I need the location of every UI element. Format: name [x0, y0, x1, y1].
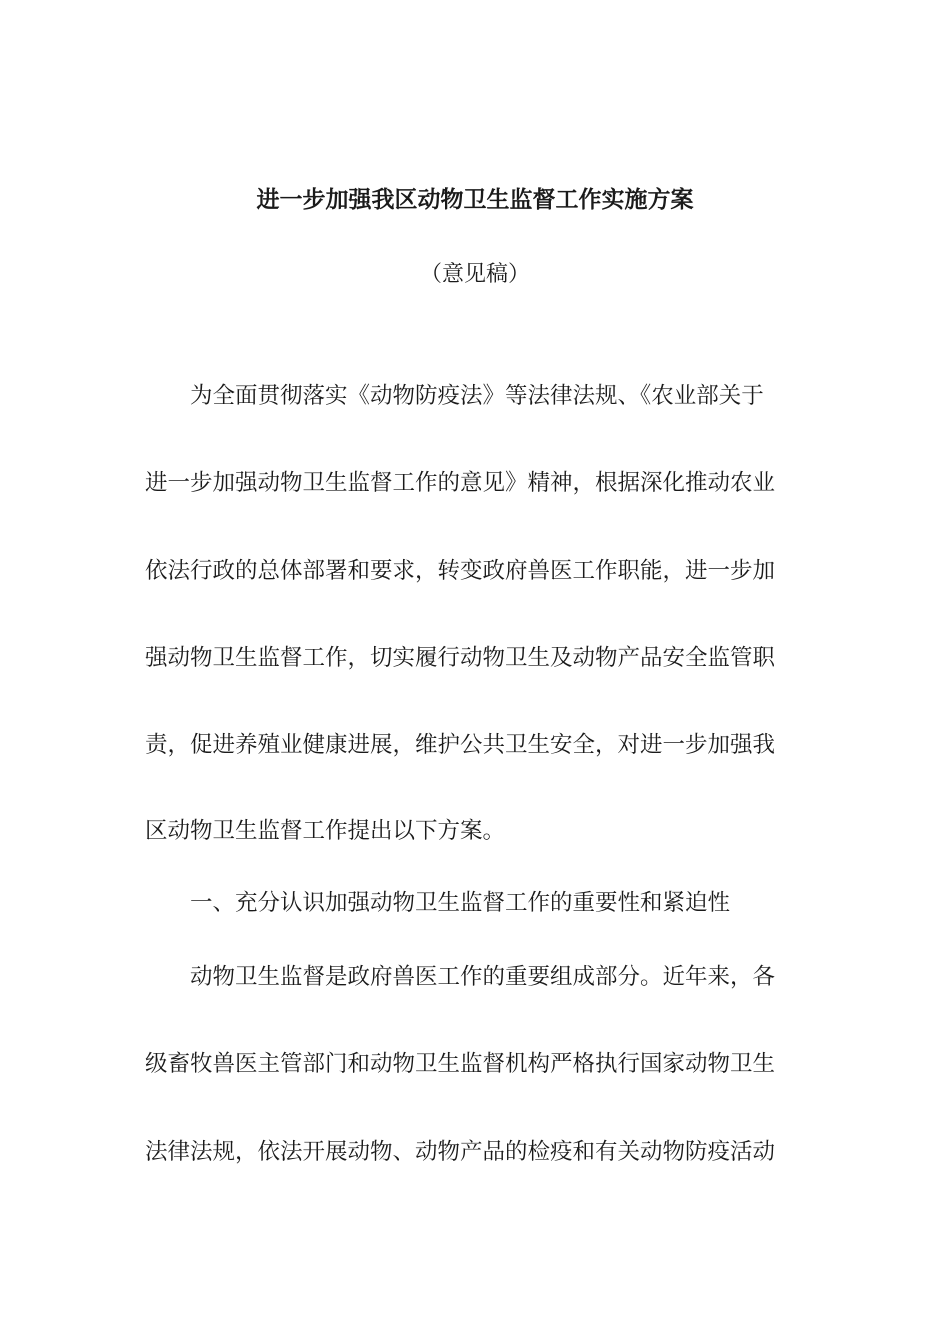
document-title: 进一步加强我区动物卫生监督工作实施方案	[256, 187, 694, 213]
paragraph-line: 强动物卫生监督工作，切实履行动物卫生及动物产品安全监管职	[145, 645, 776, 671]
paragraph-line: 为全面贯彻落实《动物防疫法》等法律法规、《农业部关于	[190, 383, 764, 409]
paragraph-line: 责，促进养殖业健康进展，维护公共卫生安全，对进一步加强我	[145, 732, 776, 758]
section-heading: 一、充分认识加强动物卫生监督工作的重要性和紧迫性	[190, 890, 731, 916]
paragraph-line: 动物卫生监督是政府兽医工作的重要组成部分。近年来，各	[190, 964, 776, 990]
paragraph-line: 法律法规，依法开展动物、动物产品的检疫和有关动物防疫活动	[145, 1139, 776, 1165]
paragraph-line: 进一步加强动物卫生监督工作的意见》精神，根据深化推动农业	[145, 470, 776, 496]
paragraph-line: 依法行政的总体部署和要求，转变政府兽医工作职能，进一步加	[145, 558, 776, 584]
paragraph-line: 级畜牧兽医主管部门和动物卫生监督机构严格执行国家动物卫生	[145, 1051, 776, 1077]
document-subtitle: （意见稿）	[419, 262, 530, 287]
paragraph-line: 区动物卫生监督工作提出以下方案。	[145, 818, 506, 844]
